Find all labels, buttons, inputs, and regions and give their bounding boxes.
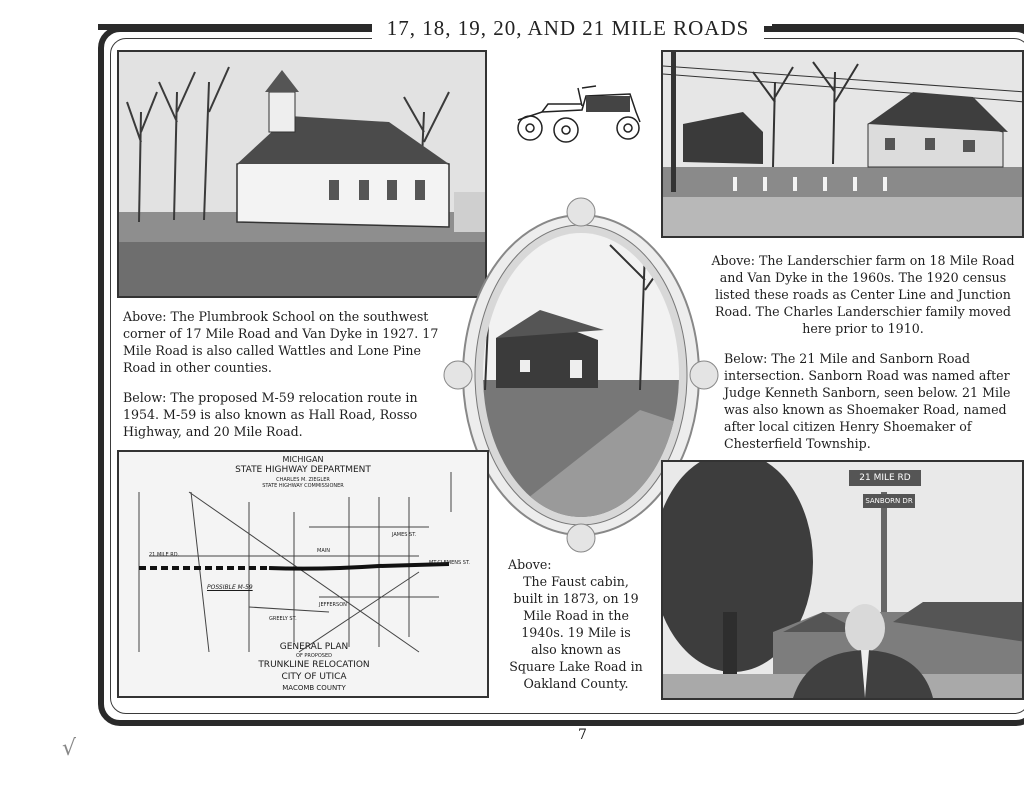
- plumbrook-school-photo: [117, 50, 487, 298]
- plumbrook-caption: Above: The Plumbrook School on the southwest corner of 17 Mile Road and Van Dyke in 1927. 17 Mile Road is also called Wattles and Lone Pine Road in other counties.: [123, 309, 439, 375]
- title-rule-left: [98, 24, 372, 30]
- map-label-mtclemens: MT.CLEMENS ST.: [429, 560, 471, 566]
- page-title: 17, 18, 19, 20, AND 21 MILE ROADS: [372, 10, 764, 44]
- map-footer-1: GENERAL PLAN: [279, 642, 349, 652]
- margin-check-mark: √: [62, 736, 77, 761]
- sanborn-caption-block: [724, 350, 1024, 465]
- map-footer-2: OF PROPOSED: [296, 653, 332, 659]
- plumbrook-caption-block: [123, 308, 443, 453]
- map-header-1: MICHIGAN: [282, 455, 324, 464]
- map-label-21-mile: 21 MILE RD.: [149, 552, 180, 558]
- antique-car-illustration: [512, 82, 644, 148]
- map-footer-4: CITY OF UTICA: [281, 672, 347, 682]
- map-label-main: MAIN: [317, 548, 330, 554]
- faust-caption-text: The Faust cabin, built in 1873, on 19 Mile Road in the 1940s. 19 Mile is also known as Square Lake Road in Oakland County.: [509, 574, 643, 691]
- page-number: 7: [578, 727, 587, 743]
- map-label-possible-m59: POSSIBLE M-59: [207, 584, 253, 591]
- street-sign-21-mile: 21 MILE RD: [849, 470, 921, 486]
- map-header-3: CHARLES M. ZIEGLER: [276, 477, 330, 483]
- m59-caption: Below: The proposed M-59 relocation route in 1954. M-59 is also known as Hall Road, Rosso Highway, and 20 Mile Road.: [123, 390, 418, 439]
- map-label-james: JAMES ST.: [392, 532, 417, 538]
- landerschier-caption: Above: The Landerschier farm on 18 Mile Road and Van Dyke in the 1960s. The 1920 census listed these roads as Center Line and Junction Road. The Charles Landerschier family moved here prior to 1910.: [711, 253, 1015, 336]
- m59-relocation-map: [117, 450, 489, 698]
- landerschier-caption-block: [702, 252, 1024, 350]
- street-sign-sanborn: SANBORN DR: [863, 494, 915, 508]
- sanborn-caption: Below: The 21 Mile and Sanborn Road intersection. Sanborn Road was named after Judge Kenneth Sanborn, seen below. 21 Mile was also known as Shoemaker Road, named after local citizen Henry Shoemaker of Chesterfield Township.: [724, 351, 1011, 451]
- map-footer-3: TRUNKLINE RELOCATION: [258, 660, 370, 670]
- title-rule-right: [772, 24, 1024, 30]
- map-header-2: STATE HIGHWAY DEPARTMENT: [235, 465, 371, 475]
- faust-caption-label: Above:: [508, 557, 552, 572]
- map-footer-5: MACOMB COUNTY: [282, 684, 346, 692]
- map-label-jefferson: JEFFERSON: [319, 602, 347, 608]
- map-label-greeley: GREELY ST.: [269, 616, 297, 622]
- sanborn-intersection-photo: [661, 460, 1024, 700]
- map-header-4: STATE HIGHWAY COMMISSIONER: [262, 483, 344, 489]
- faust-caption-block: [508, 556, 644, 692]
